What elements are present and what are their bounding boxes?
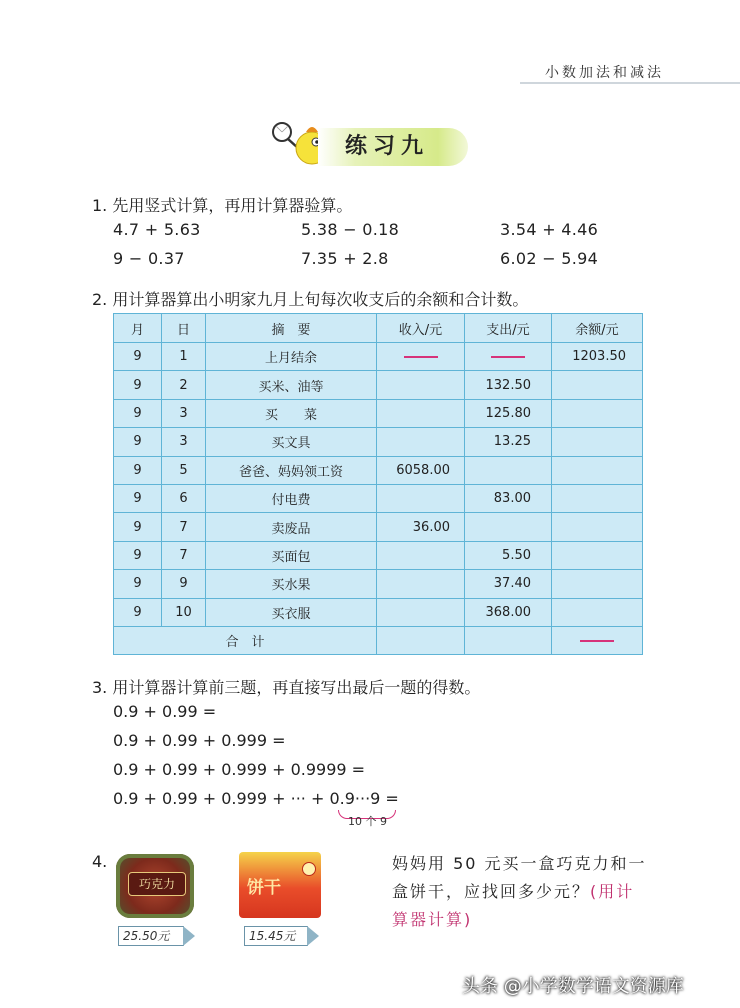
table-row (114, 343, 643, 371)
practice-title: 练习九 (345, 134, 430, 159)
day-cell: 1 (162, 343, 206, 371)
ledger-table (113, 313, 643, 655)
month-cell: 9 (114, 570, 162, 598)
income-cell: 36.00 (377, 513, 465, 541)
day-cell: 7 (162, 513, 206, 541)
calc-item: 5.38 − 0.18 (301, 220, 400, 239)
month-cell: 9 (114, 428, 162, 456)
header-divider (520, 82, 740, 84)
expense-total-cell (465, 626, 552, 654)
watermark: 头条 @小学数学语文资源库 (462, 976, 684, 997)
income-cell (377, 598, 465, 626)
calc-item: 9 − 0.37 (113, 249, 185, 268)
description-cell: 买文具 (206, 428, 377, 456)
balance-cell (552, 513, 643, 541)
description-cell: 买 菜 (206, 399, 377, 427)
chapter-title: 小数加法和减法 (545, 65, 664, 81)
dash-mark (491, 356, 525, 358)
income-cell (377, 484, 465, 512)
table-row (114, 399, 643, 427)
description-cell: 爸爸、妈妈领工资 (206, 456, 377, 484)
calc-item: 3.54 + 4.46 (500, 220, 599, 239)
income-cell (377, 541, 465, 569)
description-cell: 上月结余 (206, 343, 377, 371)
month-cell: 9 (114, 371, 162, 399)
balance-cell (552, 484, 643, 512)
description-cell: 买米、油等 (206, 371, 377, 399)
question-2-label: 2. 用计算器算出小明家九月上旬每次收支后的余额和合计数。 (92, 290, 529, 309)
calc-item: 6.02 − 5.94 (500, 249, 599, 268)
sum-line: 0.9 + 0.99 + 0.999 + 0.9999 = (113, 760, 366, 779)
column-header: 月 (114, 314, 162, 343)
sum-line: 0.9 + 0.99 + 0.999 = (113, 731, 286, 750)
balance-cell: 1203.50 (552, 343, 643, 371)
table-row (114, 513, 643, 541)
month-cell: 9 (114, 399, 162, 427)
day-cell: 2 (162, 371, 206, 399)
biscuit-seal-icon (302, 862, 316, 876)
balance-cell (552, 428, 643, 456)
day-cell: 9 (162, 570, 206, 598)
total-label: 合 计 (114, 626, 377, 654)
month-cell: 9 (114, 484, 162, 512)
income-cell: 6058.00 (377, 456, 465, 484)
expense-cell: 5.50 (465, 541, 552, 569)
question-4-label: 4. (92, 852, 108, 871)
month-cell: 9 (114, 598, 162, 626)
day-cell: 7 (162, 541, 206, 569)
total-row (114, 626, 643, 654)
sum-line: 0.9 + 0.99 = (113, 702, 217, 721)
word-problem-hint: (用计算器计算) (392, 882, 635, 929)
description-cell: 卖废品 (206, 513, 377, 541)
month-cell: 9 (114, 456, 162, 484)
income-cell (377, 570, 465, 598)
day-cell: 3 (162, 428, 206, 456)
column-header: 日 (162, 314, 206, 343)
calc-item: 7.35 + 2.8 (301, 249, 389, 268)
expense-cell (465, 343, 552, 371)
dash-mark (404, 356, 438, 358)
expense-cell: 83.00 (465, 484, 552, 512)
word-problem (392, 850, 652, 934)
description-cell: 买衣服 (206, 598, 377, 626)
day-cell: 10 (162, 598, 206, 626)
income-total-cell (377, 626, 465, 654)
expense-cell: 132.50 (465, 371, 552, 399)
balance-total-cell (552, 626, 643, 654)
question-3-label: 3. 用计算器计算前三题，再直接写出最后一题的得数。 (92, 678, 481, 697)
biscuit-box-label: 饼干 (247, 878, 281, 898)
table-row (114, 570, 643, 598)
table-row (114, 598, 643, 626)
month-cell: 9 (114, 343, 162, 371)
income-cell (377, 371, 465, 399)
table-header-row (114, 314, 643, 343)
expense-cell (465, 456, 552, 484)
chocolate-price-tag: 25.50元 (118, 926, 184, 946)
balance-cell (552, 541, 643, 569)
underbrace-label: 10 个 9 (348, 815, 387, 828)
expense-cell: 125.80 (465, 399, 552, 427)
description-cell: 付电费 (206, 484, 377, 512)
calc-item: 4.7 + 5.63 (113, 220, 201, 239)
table-row (114, 484, 643, 512)
balance-cell (552, 371, 643, 399)
income-cell (377, 428, 465, 456)
biscuit-price-tag: 15.45元 (244, 926, 308, 946)
balance-cell (552, 399, 643, 427)
balance-cell (552, 570, 643, 598)
column-header: 摘 要 (206, 314, 377, 343)
word-problem-text: 妈妈用 50 元买一盒巧克力和一盒饼干，应找回多少元？ (392, 854, 647, 901)
table-row (114, 428, 643, 456)
month-cell: 9 (114, 541, 162, 569)
day-cell: 5 (162, 456, 206, 484)
table-row (114, 456, 643, 484)
column-header: 支出/元 (465, 314, 552, 343)
column-header: 收入/元 (377, 314, 465, 343)
sum-line: 0.9 + 0.99 + 0.999 + ··· + 0.9···9 = (113, 789, 399, 808)
income-cell (377, 399, 465, 427)
day-cell: 3 (162, 399, 206, 427)
column-header: 余额/元 (552, 314, 643, 343)
day-cell: 6 (162, 484, 206, 512)
table-row (114, 541, 643, 569)
expense-cell: 368.00 (465, 598, 552, 626)
question-1-label: 1. 先用竖式计算，再用计算器验算。 (92, 196, 353, 215)
table-row (114, 371, 643, 399)
expense-cell: 13.25 (465, 428, 552, 456)
description-cell: 买水果 (206, 570, 377, 598)
expense-cell (465, 513, 552, 541)
balance-cell (552, 456, 643, 484)
dash-mark (580, 640, 614, 642)
month-cell: 9 (114, 513, 162, 541)
expense-cell: 37.40 (465, 570, 552, 598)
chocolate-box-label: 巧克力 (128, 872, 186, 896)
income-cell (377, 343, 465, 371)
description-cell: 买面包 (206, 541, 377, 569)
balance-cell (552, 598, 643, 626)
